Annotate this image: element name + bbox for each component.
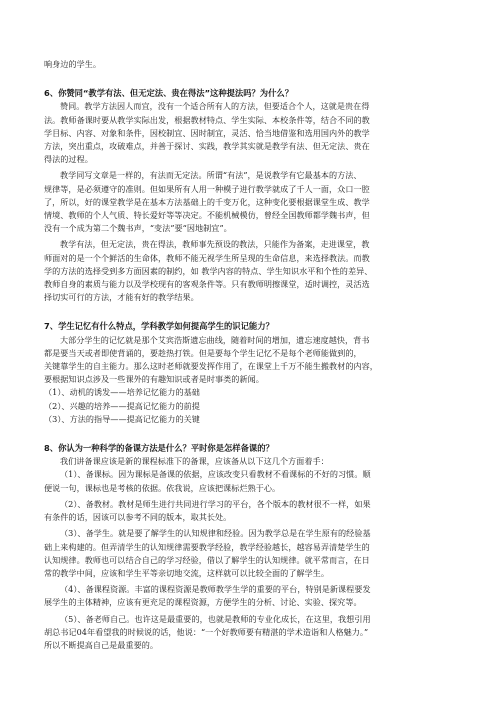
text-line: （1）、备课标。因为课标是备课的依据，应该改变只看教材不看课标的不好的习惯。顺 [60, 469, 371, 480]
text-line: 我们讲备课应该是新的课程标准下的备课，应该备从以下这几个方面着手： [60, 456, 329, 467]
section-7-list [44, 386, 456, 426]
text-line: 胡总书记04年看望我的时候说的话，他说：“一个好教师要有精湛的学术造诣和人格魅力。” [44, 626, 369, 637]
section-7-heading: 7、学生记忆有什么特点，学科教学如何提高学生的识记能力？ [44, 321, 274, 332]
section-8-paragraph-1 [44, 455, 456, 495]
text-line: 所以不断提高自己是最重要的。 [44, 639, 159, 650]
list-item: （2）、兴趣的培养——提高记忆能力的前提 [44, 400, 200, 411]
text-line: 关键靠学生的自主能力。那么这时老师就要发挥作用了，在课堂上千万不能生搬教材的内容， [44, 361, 378, 372]
section-8-paragraph-3 [44, 527, 456, 580]
text-line: 认知规律。教师也可以结合自己的学习经验，借以了解学生的认知规律。就平常而言，在日 [44, 554, 370, 565]
text-line: 教学有法，但无定法，贵在得法，教师事先预设的教法，只能作为备案，走进课堂，教 [60, 239, 370, 250]
text-line: 了，所以，好的课堂教学是在基本方法基础上的千变万化，这种变化要根据课堂生成、教学 [44, 196, 370, 207]
text-line: （2）、备教材。教材是师生进行共同进行学习的平台，各个版本的教材很不一样，如果 [60, 498, 371, 509]
section-6-paragraph-1 [44, 100, 456, 166]
text-line: 大部分学生的记忆就是那个艾宾浩斯遗忘曲线，随着时间的增加，遗忘速度越快，背书 [60, 334, 370, 345]
text-line: 没有一个成为第二个魏书声，“变法”要“因地制宜”。 [44, 223, 232, 234]
text-line: 有条件的话，因该可以参考不同的版本，取其长处。 [44, 512, 232, 523]
text-line: 规律等，是必须遵守的准则。但如果所有人用一种模子进行教学就成了千人一面，众口一腔 [44, 183, 370, 194]
text-line: 择切实可行的方法，才能有好的教学结果。 [44, 292, 199, 303]
text-line: 学的方法的选择受到多方面因素的制约，如 教学内容的特点、学生知识水平和个性的差异、 [44, 265, 373, 276]
section-6-paragraph-2 [44, 169, 456, 235]
text-line: 方法，突出重点，攻破难点，并善于探讨、实践，教学其实就是教学有法、但无定法、贵在 [44, 141, 370, 152]
text-line: 师面对的是一个个鲜活的生命体，教师不能无视学生所呈现的生命信息，来选择教法。而教 [44, 252, 370, 263]
section-8-heading: 8、你认为一种科学的备课方法是什么？平时你是怎样备课的？ [44, 443, 274, 454]
text-line: 法。教师备课时要从教学实际出发，根据教材特点、学生实际、本校条件等，结合不同的教 [44, 114, 370, 125]
section-8-paragraph-4 [44, 583, 456, 609]
section-6-paragraph-3 [44, 238, 456, 304]
section-7-paragraph-1 [44, 334, 456, 387]
text-line: （5）、备老师自己。也许这是最重要的，也就是教师的专业化成长，在这里，我想引用 [60, 613, 371, 624]
section-8-paragraph-5 [44, 613, 456, 653]
list-item: （1）、动机的诱发——培养记忆能力的基础 [44, 387, 200, 398]
document-body [44, 58, 456, 652]
text-line: 教学同写文章是一样的，有法而无定法。所谓“有法”，是说教学有它最基本的方法、 [60, 170, 362, 181]
section-8-paragraph-2 [44, 498, 456, 524]
text-line: （3）、备学生。就是要了解学生的认知规律和经验。因为教学总是在学生原有的经验基 [60, 528, 371, 539]
section-6-heading: 6、你赞同“教学有法、但无定法、贵在得法”这种提法吗？为什么？ [44, 88, 293, 99]
list-item: （3）、方法的指导——提高记忆能力的关键 [44, 413, 200, 424]
text-line: 学目标、内容、对象和条件，因校制宜、因时制宜，灵活、恰当地借鉴和选用国内外的教学 [44, 127, 370, 138]
text-line: 教师自身的素质与能力以及学校现有的客观条件等。只有教师明擦课堂，适时调控，灵活选 [44, 279, 370, 290]
opening-line: 响身边的学生。 [44, 59, 102, 69]
text-line: 展学生的主体精神，应该有更充足的课程资源，方便学生的分析、讨论、实验、探究等。 [44, 597, 362, 608]
text-line: 础上来构建的。但弄清学生的认知规律需要教学经验，教学经验越长，越容易弄清楚学生的 [44, 541, 370, 552]
text-line: 赞同。教学方法因人而宜，没有一个适合所有人的方法，但要适合个人，这就是贵在得 [60, 101, 370, 112]
text-line: 都是要当天或者即使背诵的，要趁热打铁。但是要每个学生记忆不是每个老师能做到的， [44, 347, 362, 358]
text-line: （4）、备课程资源。丰富的课程资源是教师教学生学的重要的平台，特别是新课程要发 [60, 584, 371, 595]
text-line: 得法的过程。 [44, 154, 93, 165]
text-line: 便说一句，课标也是考核的依据。依我说，应该把课标烂熟于心。 [44, 482, 281, 493]
text-line: 要根据知识点涉及一些课外的有趣知识或者是时事类的新闻。 [44, 374, 264, 385]
text-line: 常的教学中间，应该和学生平等亲切地交流，这样就可以比较全面的了解学生。 [44, 567, 330, 578]
text-line: 情境、教师的个人气质、特长爱好等等决定。不能机械模仿，曾经全国教师都学魏书声，但 [44, 210, 370, 221]
